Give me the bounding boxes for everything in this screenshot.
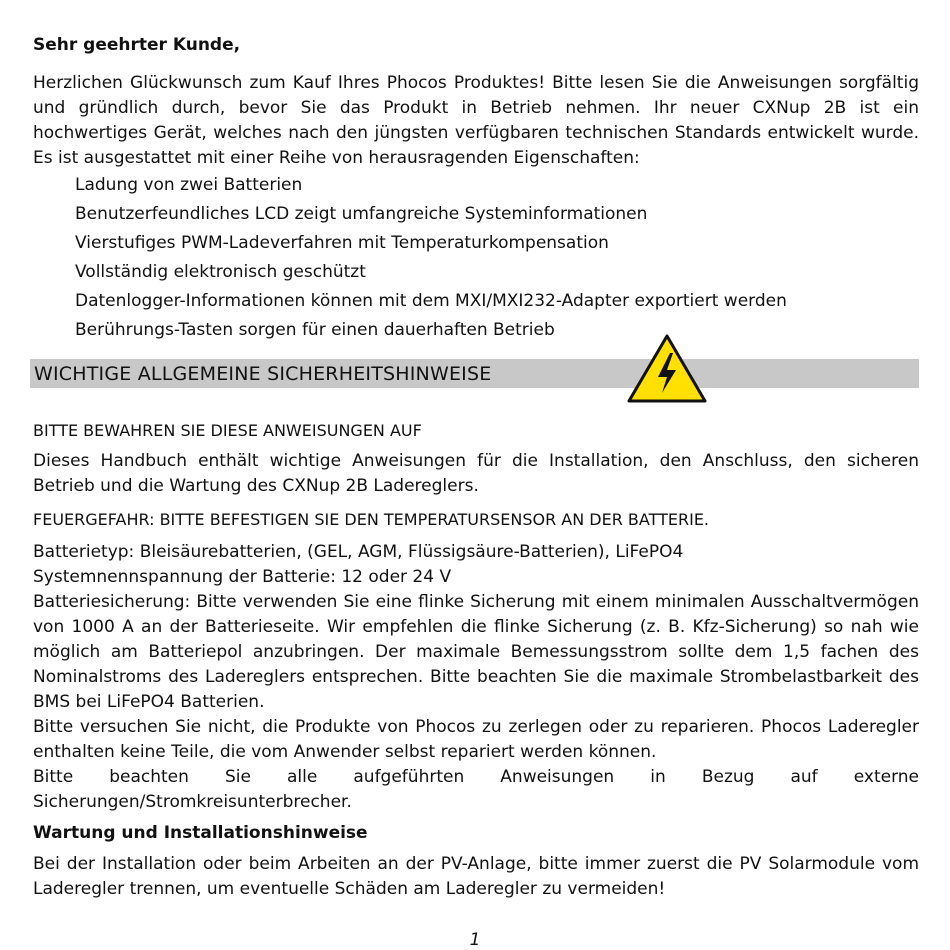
feature-item: Berührungs-Tasten sorgen für einen dauerhaften Betrieb (75, 320, 555, 340)
maintenance-heading: Wartung und Installationshinweise (33, 823, 368, 843)
section-title: WICHTIGE ALLGEMEINE SICHERHEITSHINWEISE (34, 363, 492, 385)
page-number: 1 (469, 930, 481, 950)
intro-paragraph: Herzlichen Glückwunsch zum Kauf Ihres Phocos Produktes! Bitte lesen Sie die Anweisungen sorgfältig und gründlich durch, bevor Sie das Produkt in Betrieb nehmen. Ihr neuer CXNup 2B ist ein hochwertiges Gerät, welches nach den jüngsten verfügbaren technischen Standards entwickelt wurde. Es ist ausgestattet mit einer Reihe von herausragenden Eigenschaften: (33, 73, 919, 168)
external-fuses-paragraph: Bitte beachten Sie alle aufgeführten Anweisungen in Bezug auf externe Sicherungen/Stromkreisunterbrecher. (33, 767, 919, 812)
manual-paragraph: Dieses Handbuch enthält wichtige Anweisungen für die Installation, den Anschluss, den sicheren Betrieb und die Wartung des CXNup 2B Ladereglers. (33, 451, 919, 496)
feature-item: Datenlogger-Informationen können mit dem MXI/MXI232-Adapter exportiert werden (75, 291, 787, 311)
battery-type-text: Batterietyp: Bleisäurebatterien, (GEL, AGM, Flüssigsäure-Batterien), LiFePO4 (33, 542, 684, 562)
feature-list (33, 171, 919, 345)
salutation: Sehr geehrter Kunde, (33, 35, 241, 55)
high-voltage-warning-icon (626, 333, 708, 405)
safety-section-header (30, 359, 919, 388)
feature-item: Vollständig elektronisch geschützt (75, 262, 366, 282)
system-voltage-text: Systemnennspannung der Batterie: 12 oder 24 V (33, 567, 452, 587)
feature-item: Vierstufiges PWM-Ladeverfahren mit Temperaturkompensation (75, 233, 609, 253)
maintenance-paragraph: Bei der Installation oder beim Arbeiten an der PV-Anlage, bitte immer zuerst die PV Solarmodule vom Laderegler trennen, um eventuelle Schäden am Laderegler zu vermeiden! (33, 854, 919, 899)
feature-item: Ladung von zwei Batterien (75, 175, 303, 195)
feature-item: Benutzerfeundliches LCD zeigt umfangreiche Systeminformationen (75, 204, 648, 224)
document-page (33, 33, 919, 902)
battery-fuse-paragraph: Batteriesicherung: Bitte verwenden Sie eine flinke Sicherung mit einem minimalen Ausschaltvermögen von 1000 A an der Batterieseite. Wir empfehlen die flinke Sicherung (z. B. Kfz-Sicherung) so nah wie möglich am Batteriepol anzubringen. Der maximale Bemessungsstrom sollte dem 1,5 fachen des Nominalstroms des Ladereglers entsprechen. Bitte beachten Sie die maximale Strombelastbarkeit des BMS bei LiFePO4 Batterien. (33, 592, 919, 712)
keep-instructions-notice: BITTE BEWAHREN SIE DIESE ANWEISUNGEN AUF (33, 421, 422, 440)
no-repair-paragraph: Bitte versuchen Sie nicht, die Produkte von Phocos zu zerlegen oder zu reparieren. Phocos Laderegler enthalten keine Teile, die vom Anwender selbst repariert werden können. (33, 717, 919, 762)
fire-hazard-notice: FEUERGEFAHR: BITTE BEFESTIGEN SIE DEN TEMPERATURSENSOR AN DER BATTERIE. (33, 510, 710, 529)
